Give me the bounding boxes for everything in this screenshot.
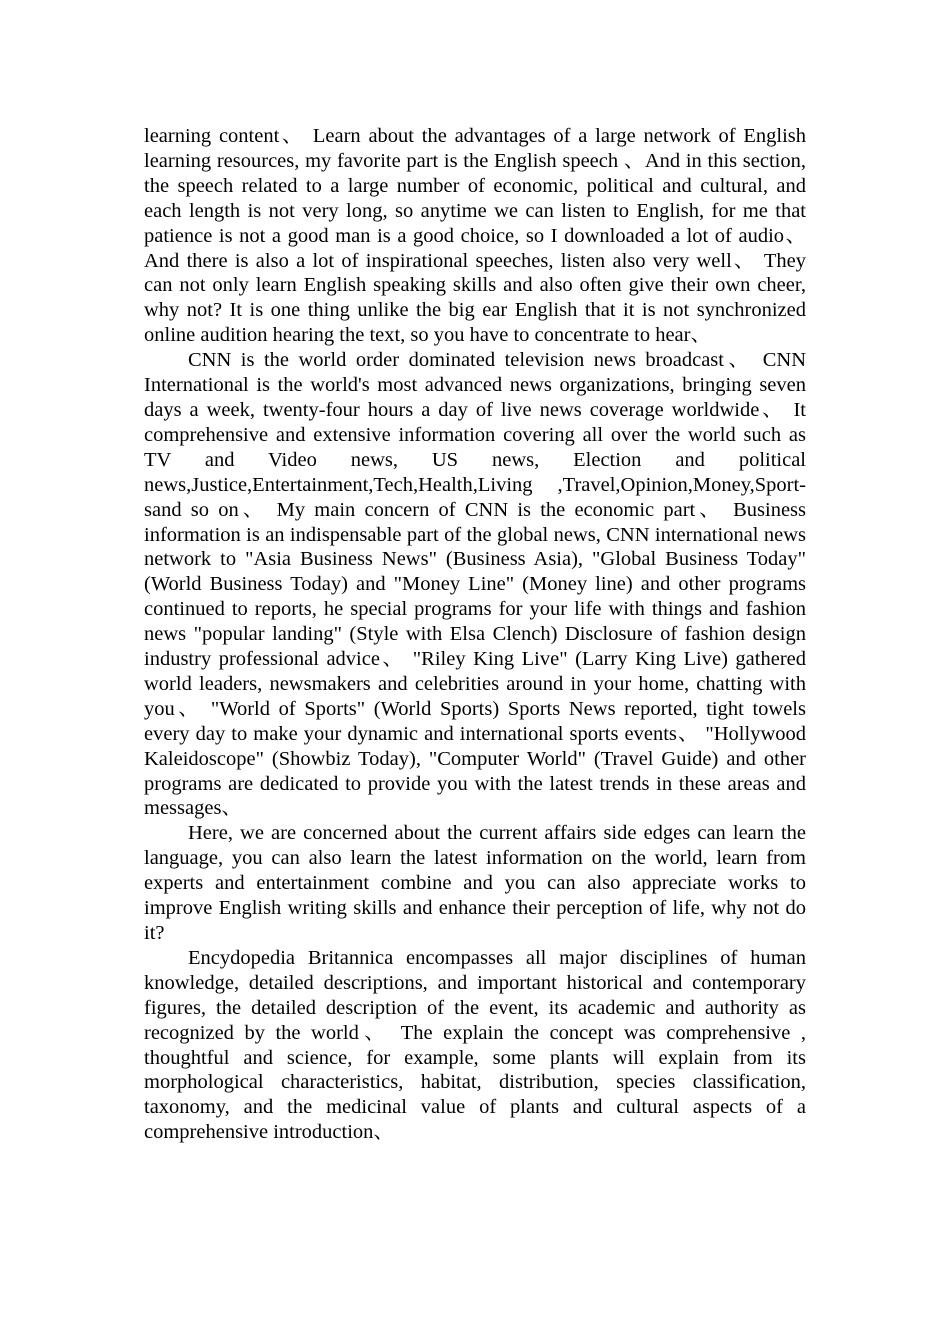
body-text: [144, 124, 806, 1145]
paragraph-current-affairs: Here, we are concerned about the current affairs side edges can learn the language, you can also learn the latest information on the world, learn from experts and entertainment combine and you can also appreciate works to improve English writing skills and enhance their perception of life, why not do it?: [144, 822, 806, 944]
paragraph-cnn: CNN is the world order dominated television news broadcast、 CNN International is the world's most advanced news organizations, bringing seven days a week, twenty-four hours a day of live news coverage worldwide、 It comprehensive and extensive information covering all over the world such as TV and Video news, US news, Election and political news,Justice,Entertainment,Tech,Health,Living ,Travel,Opinion,Money,Sport-sand so on、 My main concern of CNN is the economic part、 Business information is an indispensable part of the global news, CNN international news network to "Asia Business News" (Business Asia), "Global Business Today" (World Business Today) and "Money Line" (Money line) and other programs continued to reports, he special programs for your life with things and fashion news "popular landing" (Style with Elsa Clench) Disclosure of fashion design industry professional advice、 "Riley King Live" (Larry King Live) gathered world leaders, newsmakers and celebrities around in your home, chatting with you、 "World of Sports" (World Sports) Sports News reported, tight towels every day to make your dynamic and international sports events、 "Hollywood Kaleidoscope" (Showbiz Today), "Computer World" (Travel Guide) and other programs are dedicated to provide you with the latest trends in these areas and messages、: [144, 349, 806, 820]
paragraph-learning-content: learning content、 Learn about the advantages of a large network of English learning resources, my favorite part is the English speech 、And in this section, the speech related to a large number of economic, political and cultural, and each length is not very long, so anytime we can listen to English, for me that patience is not a good man is a good choice, so I downloaded a lot of audio、 And there is also a lot of inspirational speeches, listen also very well、 They can not only learn English speaking skills and also often give their own cheer, why not? It is one thing unlike the big ear English that it is not synchronized online audition hearing the text, so you have to concentrate to hear、: [144, 125, 806, 347]
paragraph-britannica: Encydopedia Britannica encompasses all major disciplines of human knowledge, detailed descriptions, and important historical and contemporary figures, the detailed description of the event, its academic and authority as recognized by the world、 The explain the concept was comprehensive , thoughtful and science, for example, some plants will explain from its morphological characteristics, habitat, distribution, species classification, taxonomy, and the medicinal value of plants and cultural aspects of a comprehensive introduction、: [144, 946, 806, 1144]
